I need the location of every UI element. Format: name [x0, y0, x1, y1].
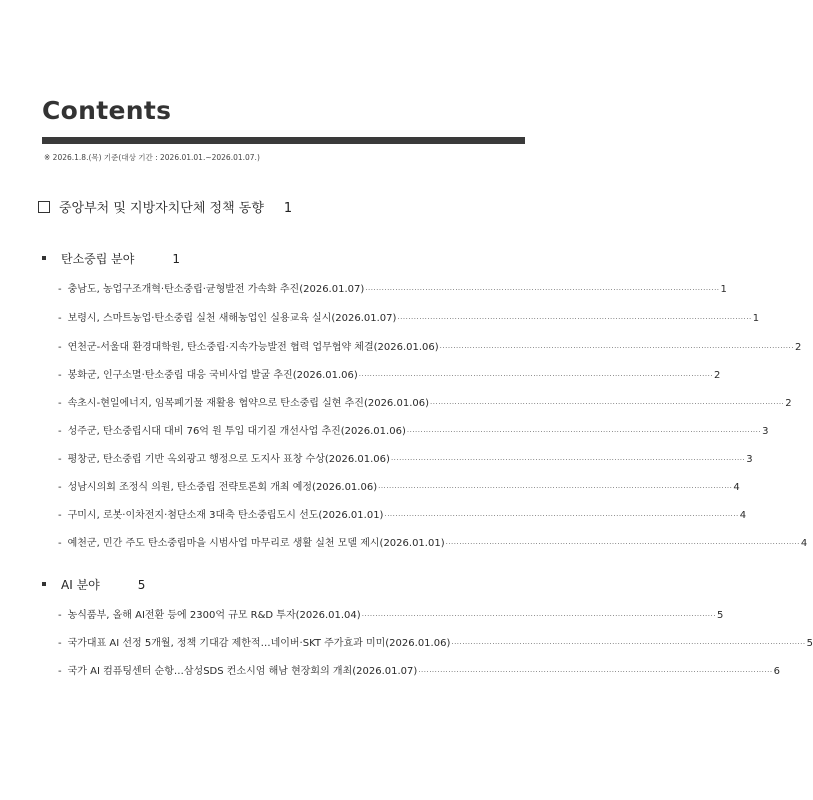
subsection-page-number: 1: [172, 252, 181, 266]
toc-entry[interactable]: [58, 450, 753, 465]
entry-title: 충남도, 농업구조개혁·탄소중립·균형발전 가속화 추진(2026.01.07): [67, 284, 365, 295]
dot-leader: [397, 315, 751, 323]
toc-entry[interactable]: [58, 606, 724, 621]
square-bullet-icon: [42, 582, 46, 586]
title-underline: [42, 137, 525, 144]
toc-entry[interactable]: [58, 309, 760, 324]
dot-leader: [384, 512, 738, 520]
entry-page-number: 3: [762, 426, 769, 437]
entry-title: 성남시의회 조정식 의원, 탄소중립 전략토론회 개최 예정(2026.01.06): [67, 482, 378, 493]
dash-marker: -: [58, 454, 62, 465]
dot-leader: [391, 456, 745, 464]
subsection-heading-carbon[interactable]: [42, 250, 180, 267]
entry-title: 봉화군, 인구소멸·탄소중립 대응 국비사업 발굴 추진(2026.01.06): [67, 370, 358, 381]
entry-page-number: 5: [806, 638, 813, 649]
entry-page-number: 5: [716, 610, 724, 621]
dash-marker: -: [58, 342, 62, 353]
entry-title: 평창군, 탄소중립 기반 옥외광고 행정으로 도지사 표창 수상(2026.01.06): [67, 454, 390, 465]
dash-marker: -: [58, 510, 62, 521]
dot-leader: [440, 344, 794, 352]
toc-entry[interactable]: [58, 634, 813, 649]
entry-page-number: 1: [720, 284, 727, 295]
dash-marker: -: [58, 370, 62, 381]
dash-marker: -: [58, 313, 62, 324]
toc-entry[interactable]: [58, 280, 727, 295]
toc-entry[interactable]: [58, 394, 792, 409]
dash-marker: -: [58, 538, 62, 549]
dot-leader: [430, 400, 784, 408]
dash-marker: -: [58, 610, 62, 621]
subsection-label: AI 분야: [61, 578, 100, 592]
toc-entry[interactable]: [58, 478, 740, 493]
dot-leader: [365, 286, 719, 294]
square-bullet-icon: [42, 256, 46, 260]
entry-page-number: 2: [785, 398, 792, 409]
entry-page-number: 2: [794, 342, 802, 353]
dot-leader: [359, 372, 713, 380]
dash-marker: -: [58, 426, 62, 437]
checkbox-icon: [38, 201, 50, 213]
subsection-page-number: 5: [137, 578, 146, 592]
toc-entry[interactable]: [58, 506, 747, 521]
date-note: ※ 2026.1.8.(목) 기준(대상 기간 : 2026.01.01.~2026.01.07.): [44, 153, 260, 162]
dot-leader: [362, 612, 716, 620]
entry-title: 예천군, 민간 주도 탄소중립마을 시범사업 마무리로 생활 실천 모델 제시(2026.01.01): [67, 538, 445, 549]
subsection-label: 탄소중립 분야: [61, 252, 135, 266]
toc-entry[interactable]: [58, 662, 780, 677]
dot-leader: [451, 640, 805, 648]
toc-entry[interactable]: [58, 534, 808, 549]
dot-leader: [446, 540, 800, 548]
dot-leader: [407, 428, 761, 436]
section-label: 중앙부처 및 지방자치단체 정책 동향: [59, 201, 264, 216]
dot-leader: [378, 484, 732, 492]
entry-title: 구미시, 로봇·이차전지·첨단소재 3대축 탄소중립도시 선도(2026.01.01): [67, 510, 384, 521]
entry-title: 성주군, 탄소중립시대 대비 76억 원 투입 대기질 개선사업 추진(2026.01.06): [67, 426, 406, 437]
entry-title: 국가 AI 컴퓨팅센터 순항…삼성SDS 컨소시엄 해남 현장회의 개최(2026.01.07): [67, 666, 418, 677]
entry-page-number: 6: [773, 666, 780, 677]
section-page-number: 1: [283, 201, 293, 216]
entry-page-number: 2: [714, 370, 721, 381]
entry-title: 속초시-현일에너지, 임목폐기물 재활용 협약으로 탄소중립 실현 추진(2026.01.06): [67, 398, 430, 409]
dot-leader: [418, 668, 772, 676]
dash-marker: -: [58, 666, 62, 677]
toc-entry[interactable]: [58, 338, 802, 353]
dash-marker: -: [58, 482, 62, 493]
entry-page-number: 4: [800, 538, 808, 549]
entry-title: 농식품부, 올해 AI전환 등에 2300억 규모 R&D 투자(2026.01.04): [67, 610, 361, 621]
entry-title: 연천군-서울대 환경대학원, 탄소중립·지속가능발전 협력 업무협약 체결(2026.01.06): [67, 342, 439, 353]
section-heading[interactable]: [38, 197, 292, 216]
dash-marker: -: [58, 284, 62, 295]
entry-page-number: 3: [746, 454, 753, 465]
entry-page-number: 4: [733, 482, 740, 493]
entry-page-number: 4: [739, 510, 747, 521]
entry-title: 보령시, 스마트농업·탄소중립 실천 새해농업인 실용교육 실시(2026.01.07): [67, 313, 397, 324]
dash-marker: -: [58, 638, 62, 649]
entry-title: 국가대표 AI 선정 5개월, 정책 기대감 제한적…네이버·SKT 주가효과 미미(2026.01.06): [67, 638, 451, 649]
toc-entry[interactable]: [58, 422, 769, 437]
subsection-heading-ai[interactable]: [42, 576, 145, 593]
dash-marker: -: [58, 398, 62, 409]
page-title: Contents: [42, 96, 172, 125]
toc-entry[interactable]: [58, 366, 721, 381]
entry-page-number: 1: [752, 313, 760, 324]
